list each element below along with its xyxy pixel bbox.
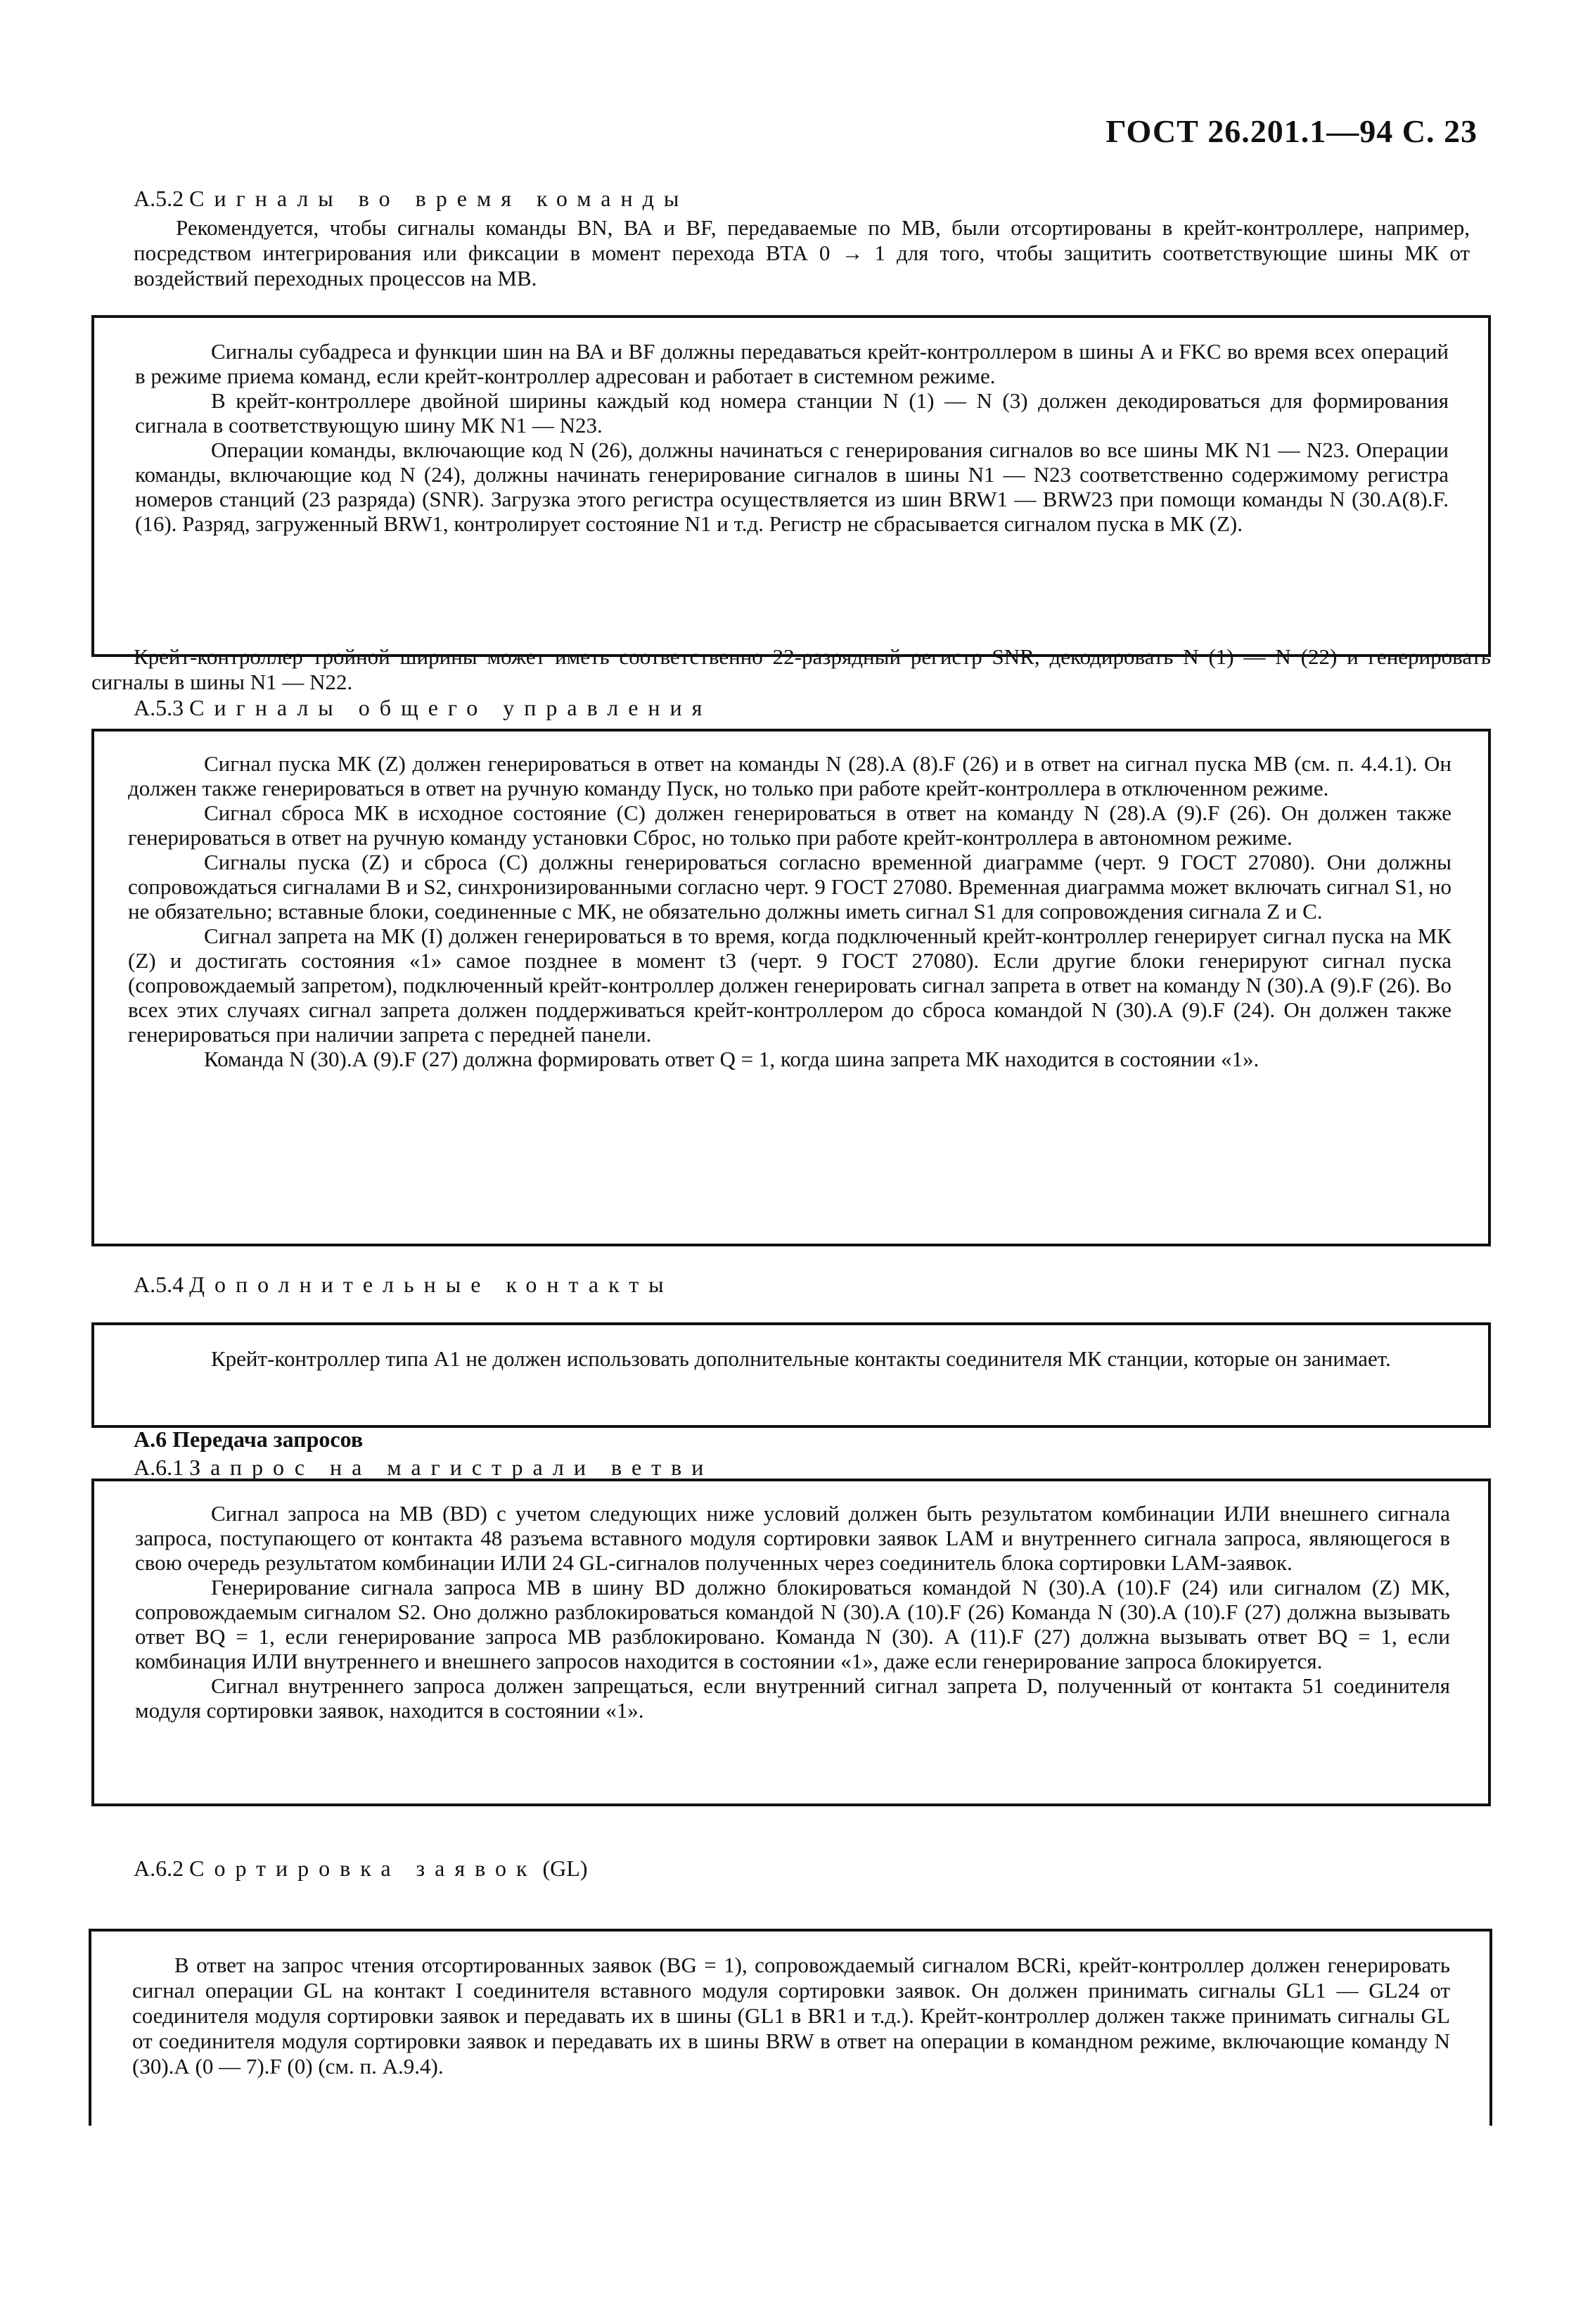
box2-paragraph: Команда N (30).А (9).F (27) должна формировать ответ Q = 1, когда шина запрета МК находится в состоянии «1». [204, 1047, 1260, 1071]
box2-paragraph: Сигнал сброса МК в исходное состояние (С) должен генерироваться в ответ на команду N (28).А (9).F (26). Он должен также генерироваться в ответ на ручную команду установки Сброс, но только при работе крейт-контроллера в автономном режиме. [128, 800, 1451, 850]
section-a53-heading [134, 694, 712, 722]
box1-paragraph: Сигналы субадреса и функции шин на ВА и BF должны передаваться крейт-контроллером в шины А и FKC во время всех операций в режиме приема команд, если крейт-контроллер адресован и работает в системном режиме. [135, 339, 1449, 388]
section-a54-title: Дополнительные контакты [189, 1272, 674, 1297]
section-a53-title: Сигналы общего управления [189, 695, 712, 720]
box1-paragraph: В крейт-контроллере двойной ширины каждый код номера станции N (1) — N (3) должен декодироваться для формирования сигнала в соответствующую шину МК N1 — N23. [135, 388, 1449, 438]
box4-paragraph: Сигнал запроса на МВ (BD) с учетом следующих ниже условий должен быть результатом комбинации ИЛИ внешнего сигнала запроса, поступающего от контакта 48 разъема вставного модуля сортировки заявок LAM и внутреннего сигнала запроса, являющегося в свою очередь результатом комбинации ИЛИ 24 GL-сигналов полученных через соединитель блока сортировки LAM-заявок. [135, 1501, 1450, 1575]
requirement-box-1 [91, 315, 1491, 657]
requirement-box-4 [91, 1479, 1491, 1806]
page-header: ГОСТ 26.201.1—94 С. 23 [1105, 113, 1478, 149]
box2-paragraph: Сигналы пуска (Z) и сброса (С) должны генерироваться согласно временной диаграмме (черт. 9 ГОСТ 27080). Они должны сопровождаться сигналами В и S2, синхронизированными согласно черт. 9 ГОСТ 27080. Временная диаграмма может включать сигнал S1, но не обязательно; вставные блоки, соединенные с МК, не обязательно должны иметь сигнал S1 для сопровождения сигнала Z и С. [128, 850, 1451, 924]
section-a62-title: Сортировка заявок [189, 1856, 537, 1881]
triple-width-paragraph: Крейт-контроллер тройной ширины может иметь соответственно 22-разрядный регистр SNR, декодировать N (1) — N (22) и генерировать сигналы в шины N1 — N22. [91, 644, 1491, 694]
section-a54-number: А.5.4 [134, 1272, 184, 1297]
section-a6-number: А.6 [134, 1426, 167, 1452]
box3-paragraph: Крейт-контроллер типа А1 не должен использовать дополнительные контакты соединителя МК станции, которые он занимает. [211, 1346, 1391, 1371]
box2-paragraph: Сигнал пуска МК (Z) должен генерироваться в ответ на команды N (28).А (8).F (26) и в ответ на сигнал пуска МВ (см. п. 4.4.1). Он должен также генерироваться в ответ на ручную команду Пуск, но только при работе крейт-контроллера в отключенном режиме. [128, 751, 1451, 800]
box2-paragraph: Сигнал запрета на МК (I) должен генерироваться в то время, когда подключенный крейт-контроллер генерирует сигнал пуска на МК (Z) и достигать состояния «1» самое позднее в момент t3 (черт. 9 ГОСТ 27080). Если другие блоки генерируют сигнал пуска (сопровождаемый запретом), подключенный крейт-контроллер должен генерировать сигнал запрета в ответ на команду N (30).А (9).F (26). Во всех этих случаях сигнал запрета должен поддерживаться крейт-контроллером до сброса командой N (30).А (9).F (24). Он должен также генерироваться при наличии запрета с передней панели. [128, 924, 1451, 1047]
box4-paragraph: Сигнал внутреннего запроса должен запрещаться, если внутренний сигнал запрета D, полученный от контакта 51 соединителя модуля сортировки заявок, находится в состоянии «1». [135, 1673, 1450, 1723]
section-a6-heading [134, 1425, 363, 1453]
section-a61-title: Запрос на магистрали ветви [189, 1455, 714, 1480]
section-a52-heading [134, 184, 688, 212]
requirement-box-3 [91, 1322, 1491, 1428]
section-a52-number: А.5.2 [134, 186, 184, 211]
box5-paragraph: В ответ на запрос чтения отсортированных заявок (BG = 1), сопровождаемый сигналом BCRi, крейт-контроллер должен генерировать сигнал операции GL на контакт I соединителя вставного модуля сортировки заявок. Он должен принимать сигналы GL1 — GL24 от соединителя модуля сортировки заявок и передавать их в шины (GL1 в BR1 и т.д.). Крейт-контроллер должен также принимать сигналы GL от соединителя модуля сортировки заявок и передавать их в шины BRW в ответ на операции в командном режиме, включающие команду N (30).А (0 — 7).F (0) (см. п. А.9.4). [132, 1953, 1450, 2079]
box1-paragraph: Операции команды, включающие код N (26), должны начинаться с генерирования сигналов во все шины МК N1 — N23. Операции команды, включающие код N (24), должны начинать генерирование сигналов в шины N1 — N23 соответственно содержимому регистра номеров станций (23 разряда) (SNR). Загрузка этого регистра осуществляется из шин BRW1 — BRW23 при помощи команды N (30.A(8).F.(16). Разряд, загруженный BRW1, контролирует состояние N1 и т.д. Регистр не сбрасывается сигналом пуска в МК (Z). [135, 438, 1449, 536]
section-a54-heading [134, 1270, 674, 1298]
requirement-box-2 [91, 729, 1491, 1246]
section-a61-heading [134, 1453, 713, 1481]
requirement-box-5 [89, 1929, 1492, 2126]
section-a53-number: А.5.3 [134, 695, 184, 720]
section-a52-title: Сигналы во время команды [189, 186, 689, 211]
section-a62-heading [134, 1854, 587, 1882]
section-a62-number: А.6.2 [134, 1856, 184, 1881]
section-a62-suffix: (GL) [542, 1856, 588, 1881]
box4-paragraph: Генерирование сигнала запроса МВ в шину BD должно блокироваться командой N (30).А (10).F (24) или сигналом (Z) МК, сопровождаемым сигналом S2. Оно должно разблокироваться командой N (30).А (10).F (26) Команда N (30).А (10).F (27) должна вызывать ответ BQ = 1, если генерирование запроса МВ разблокировано. Команда N (30). А (11).F (27) должна вызывать ответ BQ = 1, если комбинация ИЛИ внутреннего и внешнего запросов находится в состоянии «1», даже если генерирование запроса блокируется. [135, 1575, 1450, 1673]
section-a52-text: Рекомендуется, чтобы сигналы команды BN, ВА и BF, передаваемые по МВ, были отсортированы в крейт-контроллере, например, посредством интегрирования или фиксации в момент перехода ВТА 0 → 1 для того, чтобы защитить соответствующие шины МК от воздействий переходных процессов на МВ. [134, 215, 1470, 290]
section-a6-title: Передача запросов [172, 1426, 364, 1452]
section-a61-number: А.6.1 [134, 1455, 184, 1480]
